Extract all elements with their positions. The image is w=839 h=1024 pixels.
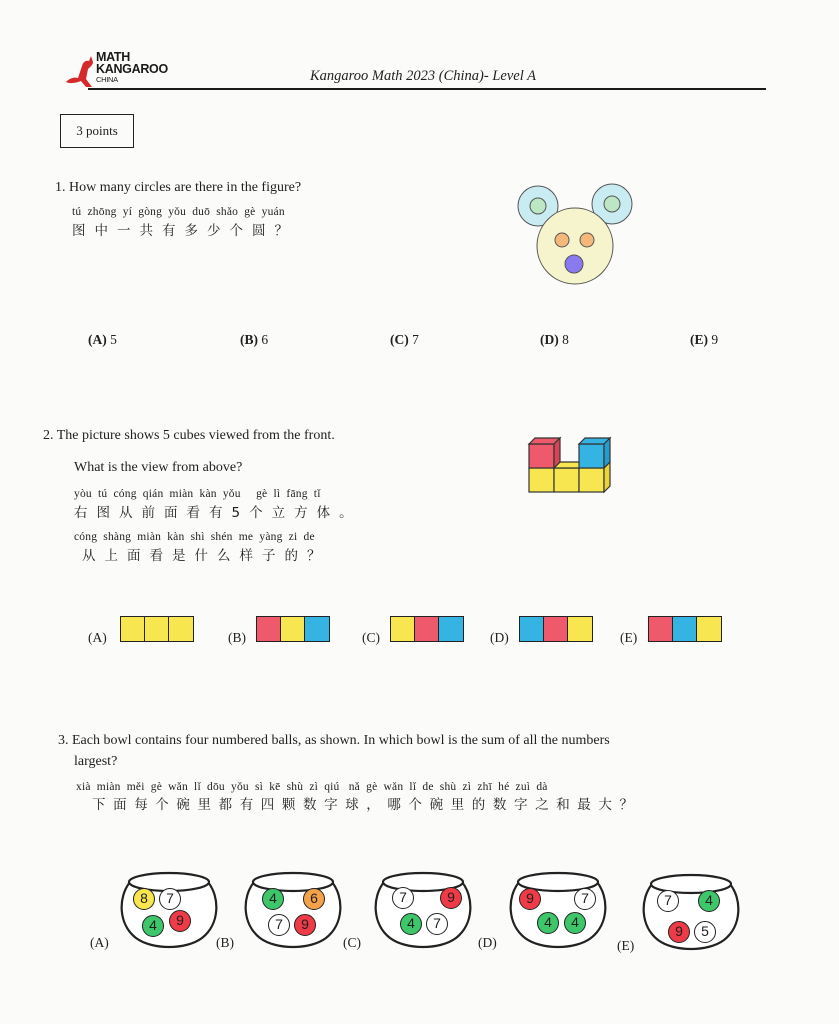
q3-option-a-label[interactable]: (A)	[90, 935, 109, 950]
numbered-ball: 7	[426, 913, 448, 935]
q3-bowl-c[interactable]	[370, 862, 475, 952]
numbered-ball: 8	[133, 888, 155, 910]
q2-option-b-label[interactable]: (B)	[228, 630, 246, 645]
strip-square-yellow	[568, 617, 592, 641]
q2-option-d-strip[interactable]	[519, 616, 593, 642]
strip-square-red	[415, 617, 439, 641]
q3-option-c-label[interactable]: (C)	[343, 935, 361, 950]
ear-right-inner-circle	[604, 196, 620, 212]
q2-pinyin-2: cóng shàng miàn kàn shì shén me yàng zi de	[74, 531, 315, 543]
strip-square-blue	[673, 617, 697, 641]
q1-pinyin: tú zhōng yí gòng yǒu duō shǎo gè yuán	[72, 206, 285, 218]
q3-bowl-d[interactable]	[505, 862, 610, 952]
q1-option-letter: (E)	[690, 332, 708, 347]
q1-option-value: 9	[711, 332, 719, 347]
logo-line-2: KANGAROO	[96, 62, 168, 76]
q1-option-b[interactable]	[240, 332, 268, 348]
numbered-ball: 7	[574, 888, 596, 910]
q2-chinese-2: 从上面看是什么样子的？	[82, 548, 330, 564]
q2-option-b-strip[interactable]	[256, 616, 330, 642]
q1-chinese: 图中一共有多少个圆？	[72, 223, 297, 239]
q3-bowl-e[interactable]	[638, 864, 743, 954]
strip-square-yellow	[145, 617, 169, 641]
strip-square-red	[649, 617, 673, 641]
cube-bottom-1	[529, 468, 554, 492]
strip-square-blue	[520, 617, 544, 641]
numbered-ball: 4	[698, 890, 720, 912]
q2-text-2: What is the view from above?	[74, 460, 243, 475]
numbered-ball: 9	[440, 887, 462, 909]
q1-option-value: 8	[562, 332, 569, 347]
kangaroo-icon	[62, 52, 96, 90]
ear-left-inner-circle	[530, 198, 546, 214]
q2-option-c-strip[interactable]	[390, 616, 464, 642]
numbered-ball: 4	[262, 888, 284, 910]
q2-text: 2. The picture shows 5 cubes viewed from the front.	[43, 428, 335, 443]
cube-top-red-side	[554, 438, 560, 468]
q1-option-letter: (A)	[88, 332, 107, 347]
numbered-ball: 9	[519, 888, 541, 910]
strip-square-blue	[305, 617, 329, 641]
cube-bottom-3	[579, 468, 604, 492]
q1-option-value: 5	[110, 332, 117, 347]
numbered-ball: 5	[694, 921, 716, 943]
numbered-ball: 4	[537, 912, 559, 934]
q2-pinyin-1: yòu tú cóng qián miàn kàn yǒu gè lì fāng tǐ	[74, 488, 321, 500]
strip-square-yellow	[281, 617, 305, 641]
q3-pinyin: xià miàn měi gè wǎn lǐ dōu yǒu sì kē shù zì qiú nǎ gè wǎn lǐ de shù zì zhī hé zuì dà	[76, 781, 548, 793]
numbered-ball: 9	[294, 914, 316, 936]
eye-left-circle	[555, 233, 569, 247]
q1-option-value: 6	[261, 332, 269, 347]
q1-option-c[interactable]	[390, 332, 419, 348]
q3-option-b-label[interactable]: (B)	[216, 935, 234, 950]
q1-figure	[510, 180, 640, 290]
mouth-circle	[565, 255, 583, 273]
q1-option-letter: (D)	[540, 332, 559, 347]
strip-square-yellow	[121, 617, 145, 641]
eye-right-circle	[580, 233, 594, 247]
header-rule	[88, 88, 766, 90]
numbered-ball: 9	[668, 921, 690, 943]
q1-option-letter: (C)	[390, 332, 409, 347]
numbered-ball: 7	[159, 888, 181, 910]
cube-top-blue-side	[604, 438, 610, 468]
strip-square-yellow	[391, 617, 415, 641]
strip-square-red	[257, 617, 281, 641]
strip-square-yellow	[169, 617, 193, 641]
q2-chinese-1: 右图从前面看有5个立方体。	[74, 505, 362, 521]
numbered-ball: 7	[392, 887, 414, 909]
numbered-ball: 9	[169, 910, 191, 932]
q1-option-a[interactable]	[88, 332, 117, 348]
logo-line-3: CHINA	[96, 75, 118, 84]
q3-option-e-label[interactable]: (E)	[617, 938, 635, 953]
q2-option-e-label[interactable]: (E)	[620, 630, 638, 645]
q1-option-value: 7	[412, 332, 419, 347]
q2-cubes-figure	[526, 436, 616, 496]
points-box: 3 points	[60, 114, 134, 148]
q1-option-e[interactable]	[690, 332, 718, 348]
q2-option-e-strip[interactable]	[648, 616, 722, 642]
numbered-ball: 4	[564, 912, 586, 934]
cube-top-blue	[579, 444, 604, 468]
q2-option-c-label[interactable]: (C)	[362, 630, 380, 645]
q2-option-d-label[interactable]: (D)	[490, 630, 509, 645]
numbered-ball: 4	[142, 915, 164, 937]
q3-bowl-b[interactable]	[240, 862, 345, 952]
q3-option-d-label[interactable]: (D)	[478, 935, 497, 950]
q2-option-a-label[interactable]: (A)	[88, 630, 107, 645]
q2-option-a-strip[interactable]	[120, 616, 194, 642]
q3-text: 3. Each bowl contains four numbered balls, as shown. In which bowl is the sum of all the numbers	[58, 733, 610, 748]
q1-option-letter: (B)	[240, 332, 258, 347]
q3-chinese: 下面每个碗里都有四颗数字球，哪个碗里的数字之和最大？	[92, 797, 641, 813]
logo-line-1: MATH	[96, 50, 130, 64]
strip-square-yellow	[697, 617, 721, 641]
numbered-ball: 4	[400, 913, 422, 935]
cube-top-red	[529, 444, 554, 468]
strip-square-red	[544, 617, 568, 641]
math-kangaroo-logo	[62, 50, 182, 90]
q1-option-d[interactable]	[540, 332, 569, 348]
strip-square-blue	[439, 617, 463, 641]
numbered-ball: 7	[268, 914, 290, 936]
q3-text-2: largest?	[74, 754, 118, 769]
q1-text: 1. How many circles are there in the figure?	[55, 180, 302, 195]
page-title: Kangaroo Math 2023 (China)- Level A	[310, 68, 536, 84]
cube-bottom-2	[554, 468, 579, 492]
numbered-ball: 7	[657, 890, 679, 912]
bowl-rim	[253, 873, 333, 891]
numbered-ball: 6	[303, 888, 325, 910]
